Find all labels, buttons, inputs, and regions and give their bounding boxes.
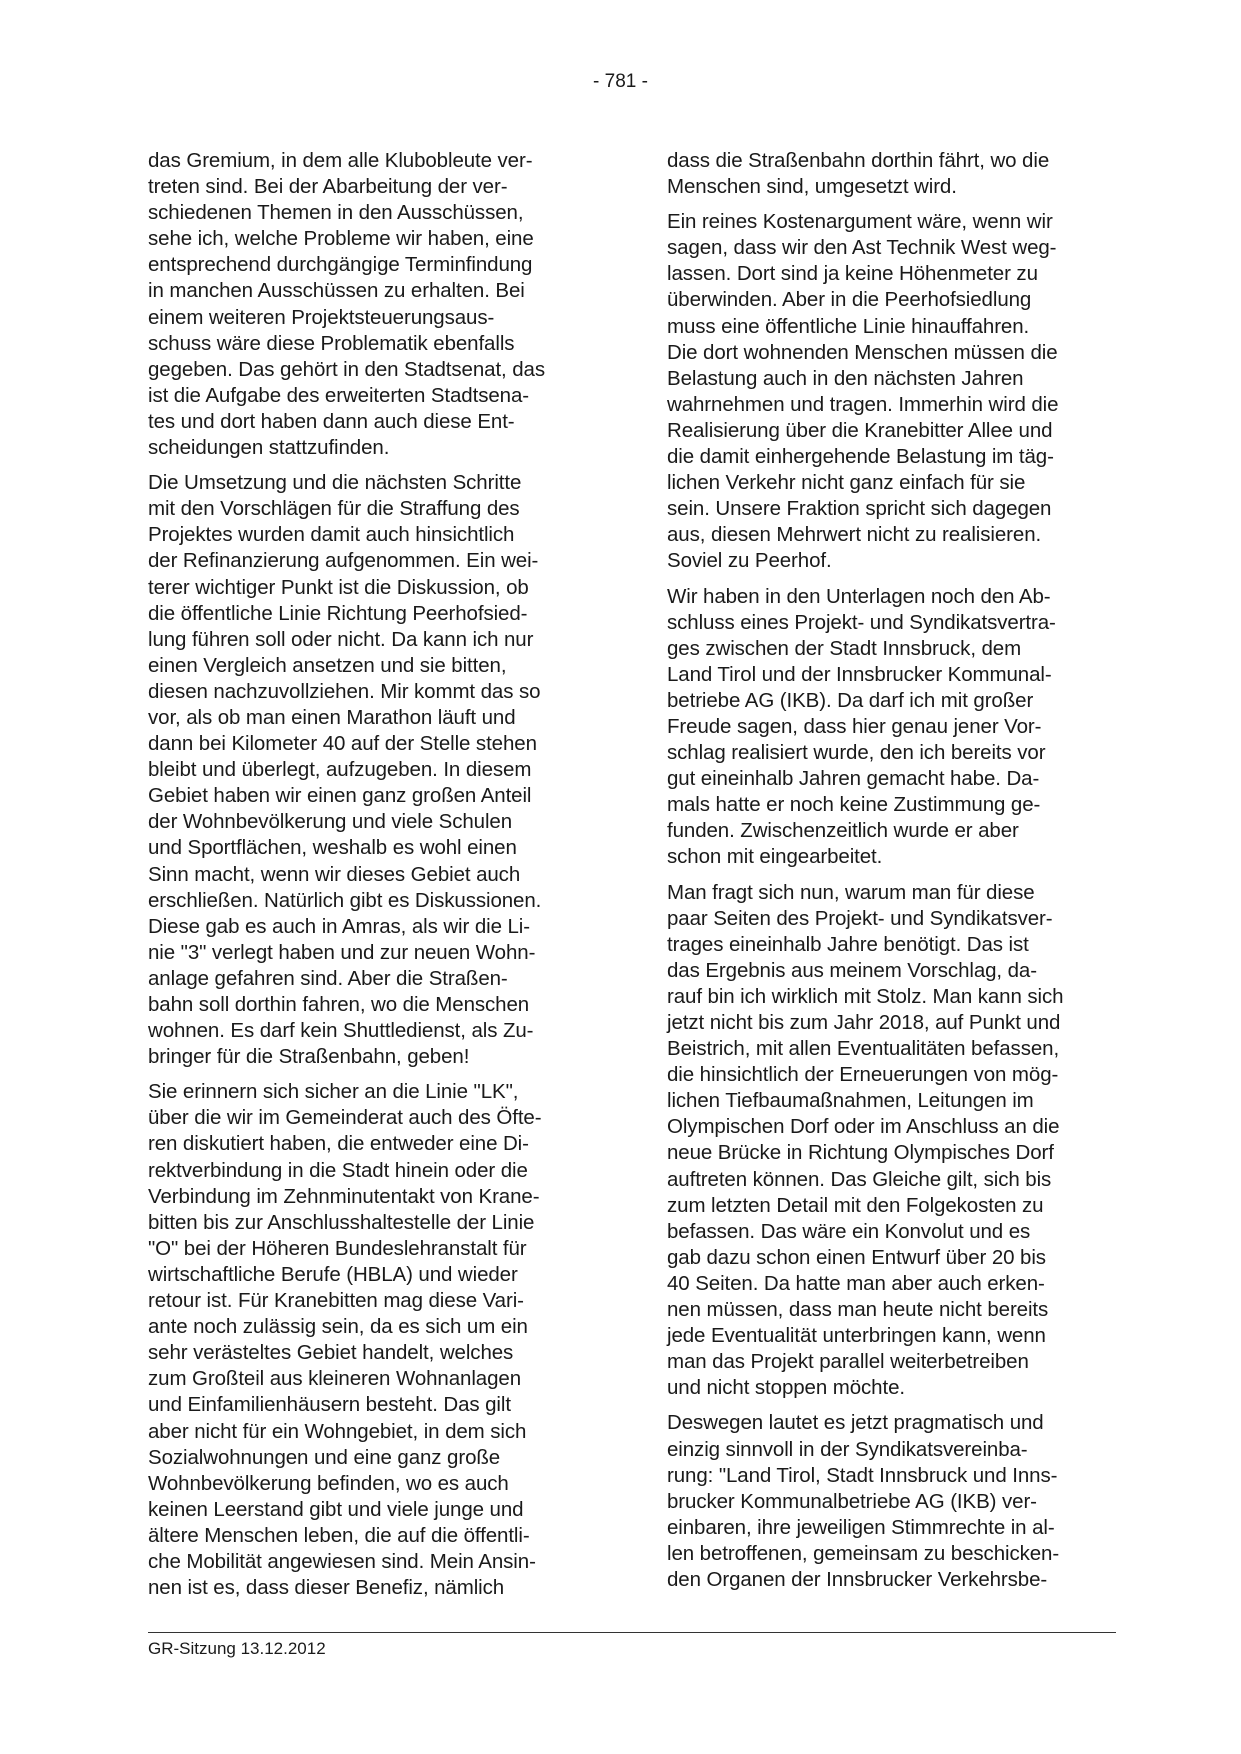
text-line: überwinden. Aber in die Peerhofsiedlung bbox=[667, 288, 1032, 312]
right-paragraph bbox=[667, 584, 1115, 871]
text-line: len betroffenen, gemeinsam zu beschicken- bbox=[667, 1541, 1060, 1565]
text-line: Ein reines Kostenargument wäre, wenn wir bbox=[667, 210, 1053, 234]
text-line: schiedenen Themen in den Ausschüssen, bbox=[148, 201, 524, 225]
text-line: dann bei Kilometer 40 auf der Stelle stehen bbox=[148, 732, 537, 756]
text-line: Land Tirol und der Innsbrucker Kommunal- bbox=[667, 662, 1052, 686]
text-line: sehr verästeltes Gebiet handelt, welches bbox=[148, 1341, 514, 1365]
text-line: der Wohnbevölkerung und viele Schulen bbox=[148, 810, 513, 834]
text-line: tes und dort haben dann auch diese Ent- bbox=[148, 409, 515, 433]
text-line: ist die Aufgabe des erweiterten Stadtsena- bbox=[148, 383, 529, 407]
left-text-column bbox=[148, 148, 596, 1610]
text-line: nen müssen, dass man heute nicht bereits bbox=[667, 1298, 1049, 1322]
text-line: treten sind. Bei der Abarbeitung der ver- bbox=[148, 175, 508, 199]
text-line: Wir haben in den Unterlagen noch den Ab- bbox=[667, 584, 1051, 608]
right-paragraph bbox=[667, 880, 1115, 1402]
text-line: die hinsichtlich der Erneuerungen von mög- bbox=[667, 1063, 1059, 1087]
text-line: mals hatte er noch keine Zustimmung ge- bbox=[667, 793, 1041, 817]
text-line: Sie erinnern sich sicher an die Linie "LK", bbox=[148, 1080, 519, 1104]
text-line: wahrnehmen und tragen. Immerhin wird die bbox=[667, 392, 1059, 416]
text-line: Olympischen Dorf oder im Anschluss an die bbox=[667, 1115, 1060, 1139]
text-line: jetzt nicht bis zum Jahr 2018, auf Punkt und bbox=[667, 1011, 1061, 1034]
text-line: jede Eventualität unterbringen kann, wenn bbox=[667, 1324, 1046, 1348]
text-line: paar Seiten des Projekt- und Syndikatsver- bbox=[667, 906, 1053, 930]
text-line: "O" bei der Höheren Bundeslehranstalt für bbox=[148, 1236, 527, 1260]
text-line: neue Brücke in Richtung Olympisches Dorf bbox=[667, 1141, 1054, 1165]
text-line: aus, diesen Mehrwert nicht zu realisieren. bbox=[667, 523, 1042, 547]
left-paragraph bbox=[148, 470, 596, 1070]
text-line: Beistrich, mit allen Eventualitäten befassen, bbox=[667, 1037, 1060, 1061]
text-line: mit den Vorschlägen für die Straffung des bbox=[148, 497, 520, 521]
text-line: erschließen. Natürlich gibt es Diskussionen. bbox=[148, 888, 542, 912]
text-line: befassen. Das wäre ein Konvolut und es bbox=[667, 1219, 1031, 1243]
text-line: 40 Seiten. Da hatte man aber auch erken- bbox=[667, 1271, 1045, 1295]
page-number: - 781 - bbox=[593, 71, 648, 92]
text-line: vor, als ob man einen Marathon läuft und bbox=[148, 705, 516, 729]
text-line: Freude sagen, dass hier genau jener Vor- bbox=[667, 714, 1042, 738]
text-line: dass die Straßenbahn dorthin fährt, wo die bbox=[667, 149, 1050, 172]
footer-session-date: GR-Sitzung 13.12.2012 bbox=[148, 1639, 326, 1658]
text-line: lung führen soll oder nicht. Da kann ich nur bbox=[148, 627, 534, 651]
text-line: nen ist es, dass dieser Benefiz, nämlich bbox=[148, 1576, 505, 1600]
text-line: rauf bin ich wirklich mit Stolz. Man kann sich bbox=[667, 984, 1064, 1008]
footer-divider bbox=[148, 1632, 1116, 1633]
text-line: bleibt und überlegt, aufzugeben. In diesem bbox=[148, 758, 532, 782]
text-line: ante noch zulässig sein, da es sich um ein bbox=[148, 1315, 528, 1339]
text-line: ältere Menschen leben, die auf die öffentli- bbox=[148, 1523, 530, 1547]
text-line: ren diskutiert haben, die entweder eine Di- bbox=[148, 1132, 529, 1156]
text-line: anlage gefahren sind. Aber die Straßen- bbox=[148, 966, 508, 990]
text-line: schlag realisiert wurde, den ich bereits vor bbox=[667, 741, 1046, 765]
text-line: einbaren, ihre jeweiligen Stimmrechte in al- bbox=[667, 1515, 1055, 1539]
text-line: entsprechend durchgängige Terminfindung bbox=[148, 253, 533, 277]
text-line: das Ergebnis aus meinem Vorschlag, da- bbox=[667, 958, 1037, 982]
text-line: sein. Unsere Fraktion spricht sich dagegen bbox=[667, 497, 1052, 521]
text-line: schon mit eingearbeitet. bbox=[667, 845, 883, 869]
text-line: che Mobilität angewiesen sind. Mein Ansin- bbox=[148, 1549, 536, 1573]
text-line: lichen Tiefbaumaßnahmen, Leitungen im bbox=[667, 1089, 1034, 1113]
right-paragraph bbox=[667, 209, 1115, 574]
text-line: Die Umsetzung und die nächsten Schritte bbox=[148, 471, 522, 495]
text-line: einem weiteren Projektsteuerungsaus- bbox=[148, 305, 495, 329]
text-line: Wohnbevölkerung befinden, wo es auch bbox=[148, 1471, 509, 1495]
text-line: man das Projekt parallel weiterbetreiben bbox=[667, 1350, 1029, 1374]
text-line: gegeben. Das gehört in den Stadtsenat, das bbox=[148, 357, 545, 381]
text-line: trages eineinhalb Jahre benötigt. Das ist bbox=[667, 932, 1029, 956]
text-line: aber nicht für ein Wohngebiet, in dem sich bbox=[148, 1419, 527, 1443]
text-line: rung: "Land Tirol, Stadt Innsbruck und Inns- bbox=[667, 1463, 1058, 1487]
text-line: auftreten können. Das Gleiche gilt, sich bis bbox=[667, 1167, 1052, 1191]
text-line: brucker Kommunalbetriebe AG (IKB) ver- bbox=[667, 1489, 1037, 1513]
text-line: sagen, dass wir den Ast Technik West weg- bbox=[667, 236, 1057, 260]
text-line: wohnen. Es darf kein Shuttledienst, als Zu- bbox=[148, 1019, 534, 1043]
text-line: lichen Verkehr nicht ganz einfach für sie bbox=[667, 471, 1026, 495]
text-line: ges zwischen der Stadt Innsbruck, dem bbox=[667, 636, 1022, 660]
text-line: lassen. Dort sind ja keine Höhenmeter zu bbox=[667, 262, 1038, 286]
right-paragraph bbox=[667, 148, 1115, 200]
text-line: und Sportflächen, weshalb es wohl einen bbox=[148, 836, 517, 860]
text-line: schuss wäre diese Problematik ebenfalls bbox=[148, 331, 515, 355]
text-line: den Organen der Innsbrucker Verkehrsbe- bbox=[667, 1567, 1048, 1591]
right-paragraph bbox=[667, 1410, 1115, 1593]
text-line: betriebe AG (IKB). Da darf ich mit großer bbox=[667, 688, 1034, 712]
text-line: funden. Zwischenzeitlich wurde er aber bbox=[667, 819, 1019, 843]
text-line: zum Großteil aus kleineren Wohnanlagen bbox=[148, 1367, 521, 1391]
text-line: bahn soll dorthin fahren, wo die Menschen bbox=[148, 993, 530, 1016]
text-line: Deswegen lautet es jetzt pragmatisch und bbox=[667, 1411, 1044, 1435]
text-line: Projektes wurden damit auch hinsichtlich bbox=[148, 523, 515, 547]
text-line: Diese gab es auch in Amras, als wir die Li- bbox=[148, 914, 530, 938]
text-line: sehe ich, welche Probleme wir haben, eine bbox=[148, 227, 534, 251]
text-line: diesen nachzuvollziehen. Mir kommt das so bbox=[148, 679, 541, 703]
text-line: retour ist. Für Kranebitten mag diese Vari- bbox=[148, 1289, 524, 1313]
text-line: rektverbindung in die Stadt hinein oder die bbox=[148, 1158, 528, 1182]
text-line: scheidungen stattzufinden. bbox=[148, 436, 390, 460]
text-line: nie "3" verlegt haben und zur neuen Wohn- bbox=[148, 940, 536, 964]
text-line: terer wichtiger Punkt ist die Diskussion, ob bbox=[148, 575, 529, 599]
text-line: schluss eines Projekt- und Syndikatsvertra- bbox=[667, 610, 1056, 634]
left-paragraph bbox=[148, 1079, 596, 1601]
text-line: in manchen Ausschüssen zu erhalten. Bei bbox=[148, 279, 525, 303]
text-line: das Gremium, in dem alle Klubobleute ver- bbox=[148, 149, 533, 172]
text-line: Man fragt sich nun, warum man für diese bbox=[667, 880, 1035, 904]
text-line: Menschen sind, umgesetzt wird. bbox=[667, 175, 957, 199]
right-text-column bbox=[667, 148, 1115, 1602]
text-line: die damit einhergehende Belastung im täg- bbox=[667, 445, 1054, 469]
text-line: über die wir im Gemeinderat auch des Öfte- bbox=[148, 1106, 542, 1130]
text-line: muss eine öffentliche Linie hinauffahren. bbox=[667, 314, 1030, 338]
text-line: Belastung auch in den nächsten Jahren bbox=[667, 366, 1024, 390]
text-line: Sozialwohnungen und eine ganz große bbox=[148, 1445, 501, 1469]
text-line: und Einfamilienhäusern besteht. Das gilt bbox=[148, 1393, 511, 1417]
text-line: einzig sinnvoll in der Syndikatsvereinba- bbox=[667, 1437, 1028, 1461]
text-line: bitten bis zur Anschlusshaltestelle der Linie bbox=[148, 1210, 535, 1234]
text-line: die öffentliche Linie Richtung Peerhofsied- bbox=[148, 601, 528, 625]
text-line: bringer für die Straßenbahn, geben! bbox=[148, 1045, 470, 1069]
text-line: gut eineinhalb Jahren gemacht habe. Da- bbox=[667, 767, 1040, 791]
text-line: und nicht stoppen möchte. bbox=[667, 1376, 905, 1400]
text-line: der Refinanzierung aufgenommen. Ein wei- bbox=[148, 549, 539, 573]
text-line: gab dazu schon einen Entwurf über 20 bis bbox=[667, 1245, 1046, 1269]
text-line: Sinn macht, wenn wir dieses Gebiet auch bbox=[148, 862, 521, 886]
left-paragraph bbox=[148, 148, 596, 461]
text-line: Verbindung im Zehnminutentakt von Krane- bbox=[148, 1184, 540, 1208]
text-line: zum letzten Detail mit den Folgekosten zu bbox=[667, 1193, 1044, 1217]
text-line: Realisierung über die Kranebitter Allee und bbox=[667, 418, 1053, 442]
text-line: Soviel zu Peerhof. bbox=[667, 549, 832, 573]
text-line: wirtschaftliche Berufe (HBLA) und wieder bbox=[148, 1262, 518, 1286]
text-line: Gebiet haben wir einen ganz großen Anteil bbox=[148, 784, 532, 808]
text-line: einen Vergleich ansetzen und sie bitten, bbox=[148, 653, 507, 677]
text-line: keinen Leerstand gibt und viele junge und bbox=[148, 1497, 524, 1521]
text-line: Die dort wohnenden Menschen müssen die bbox=[667, 340, 1058, 364]
